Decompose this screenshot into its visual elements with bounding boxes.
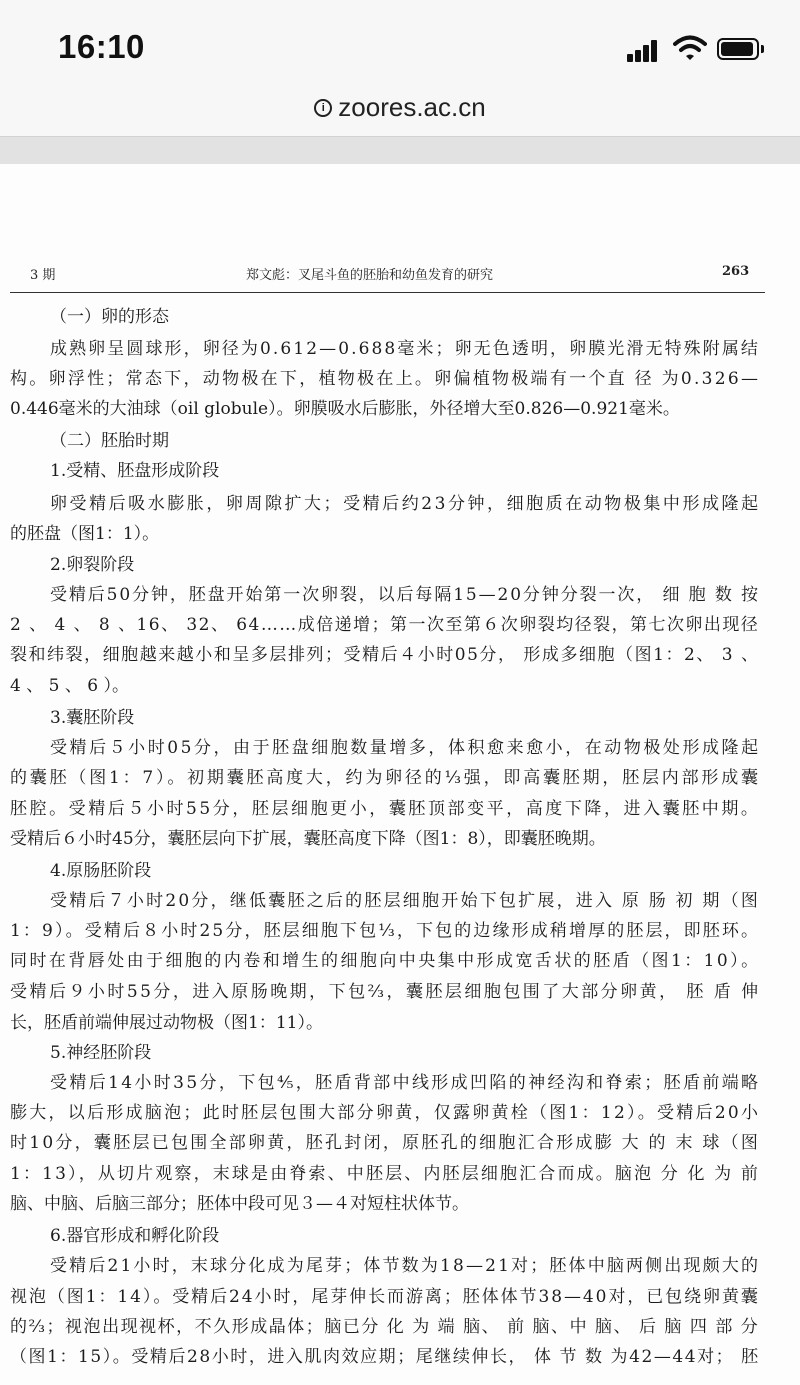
battery-level [721, 42, 753, 56]
site-info-icon[interactable]: i [314, 99, 332, 117]
text-line: 2.卵裂阶段 [50, 555, 135, 575]
text-line: 的⅔；视泡出现视杯，不久形成晶体；脑已分 化 为 端 脑、 前 脑、中 脑、 后 脑 四 部 分 [10, 1317, 760, 1337]
address-bar[interactable] [0, 92, 800, 136]
status-bar [0, 0, 800, 92]
text-line: 3.囊胚阶段 [50, 708, 135, 728]
text-line: （二）胚胎时期 [50, 431, 169, 451]
running-head [0, 260, 800, 286]
text-line: 1：13），从切片观察，末球是由脊索、中胚层、内胚层细胞汇合而成。脑泡 分 化 为 前 [10, 1164, 761, 1184]
header-rule [10, 292, 765, 293]
text-line: 5.神经胚阶段 [50, 1043, 152, 1063]
battery-icon [717, 38, 759, 60]
text-line: 4.原肠胚阶段 [50, 861, 152, 881]
text-line: 受精后９小时55分，进入原肠晚期，下包⅔，囊胚层细胞包围了大部分卵黄， 胚 盾 伸 [10, 982, 761, 1002]
page-number: 263 [722, 264, 750, 279]
text-line: 构。卵浮性；常态下，动物极在下，植物极在上。卵偏植物极端有一个直 径 为0.326— [10, 369, 761, 389]
text-line: 受精后21小时，末球分化成为尾芽；体节数为18—21对；胚体中脑两侧出现颇大的 [50, 1256, 761, 1276]
text-line: 裂和纬裂，细胞越来越小和呈多层排列；受精后４小时05分， 形成多细胞（图1：2、 3 、 [10, 645, 760, 665]
text-line: 6.器官形成和孵化阶段 [50, 1226, 220, 1246]
wifi-icon [673, 34, 707, 62]
text-line: 2 、 4 、 8 、16、 32、 64……成倍递增；第一次至第６次卵裂均径裂，第七次卵出现径 [10, 615, 760, 635]
text-line: 0.446毫米的大油球（oil globule）。卵膜吸水后膨胀，外径增大至0.826—0.921毫米。 [10, 399, 680, 419]
text-line: 时10分，囊胚层已包围全部卵黄，胚孔封闭，原胚孔的细胞汇合形成膨 大 的 末 球（图 [10, 1133, 761, 1153]
text-line: 1：9）。受精后８小时25分，胚层细胞下包⅓，下包的边缘形成稍增厚的胚层，即胚环。 [10, 921, 761, 941]
text-line: 受精后14小时35分，下包⅘，胚盾背部中线形成凹陷的神经沟和脊索；胚盾前端略 [50, 1073, 761, 1093]
url-display[interactable] [0, 92, 800, 123]
url-text[interactable]: zoores.ac.cn [338, 92, 486, 122]
text-line: 1.受精、胚盘形成阶段 [50, 461, 220, 481]
issue-number: 3 期 [30, 268, 56, 283]
article-running-title: 郑文彪：叉尾斗鱼的胚胎和幼鱼发育的研究 [246, 268, 494, 283]
cellular-signal-icon [627, 38, 659, 62]
document-page [0, 164, 800, 1385]
text-line: 受精后７小时20分，继低囊胚之后的胚层细胞开始下包扩展，进入 原 肠 初 期（图 [50, 891, 761, 911]
text-line: 受精后50分钟，胚盘开始第一次卵裂，以后每隔15—20分钟分裂一次， 细 胞 数 按 [50, 585, 760, 605]
text-line: 4 、 5 、 6 ）。 [10, 676, 129, 696]
text-line: 成熟卵呈圆球形，卵径为0.612—0.688毫米；卵无色透明，卵膜光滑无特殊附属结 [50, 339, 761, 359]
text-line: 胚腔。受精后５小时55分，胚层细胞更小，囊胚顶部变平，高度下降，进入囊胚中期。 [10, 799, 761, 819]
status-time: 16:10 [58, 28, 145, 65]
text-line: 同时在背唇处由于细胞的内卷和增生的细胞向中央集中形成宽舌状的胚盾（图1：10）。 [10, 951, 761, 971]
battery-tip [761, 45, 764, 53]
text-line: 卵受精后吸水膨胀，卵周隙扩大；受精后约23分钟，细胞质在动物极集中形成隆起 [50, 494, 761, 514]
text-line: 的囊胚（图1：7）。初期囊胚高度大，约为卵径的⅓强，即高囊胚期，胚层内部形成囊 [10, 768, 761, 788]
text-line: 受精后５小时05分，由于胚盘细胞数量增多，体积愈来愈小，在动物极处形成隆起 [50, 738, 761, 758]
text-line: （图1：15）。受精后28小时，进入肌肉效应期；尾继续伸长， 体 节 数 为42—44对； 胚 [10, 1347, 760, 1367]
text-line: 的胚盘（图1：1）。 [10, 524, 160, 544]
toolbar-divider [0, 136, 800, 165]
text-line: 受精后６小时45分，囊胚层向下扩展，囊胚高度下降（图1：8），即囊胚晚期。 [10, 829, 606, 849]
text-line: 脑、中脑、后脑三部分；胚体中段可见３—４对短柱状体节。 [10, 1194, 469, 1214]
text-line: （一）卵的形态 [50, 307, 169, 327]
text-line: 视泡（图1：14）。受精后24小时，尾芽伸长而游离；胚体体节38—40对，已包绕卵黄囊 [10, 1287, 760, 1307]
text-line: 长，胚盾前端伸展过动物极（图1：11）。 [10, 1013, 323, 1033]
text-line: 膨大，以后形成脑泡；此时胚层包围大部分卵黄，仅露卵黄栓（图1：12）。受精后20小 [10, 1103, 761, 1123]
